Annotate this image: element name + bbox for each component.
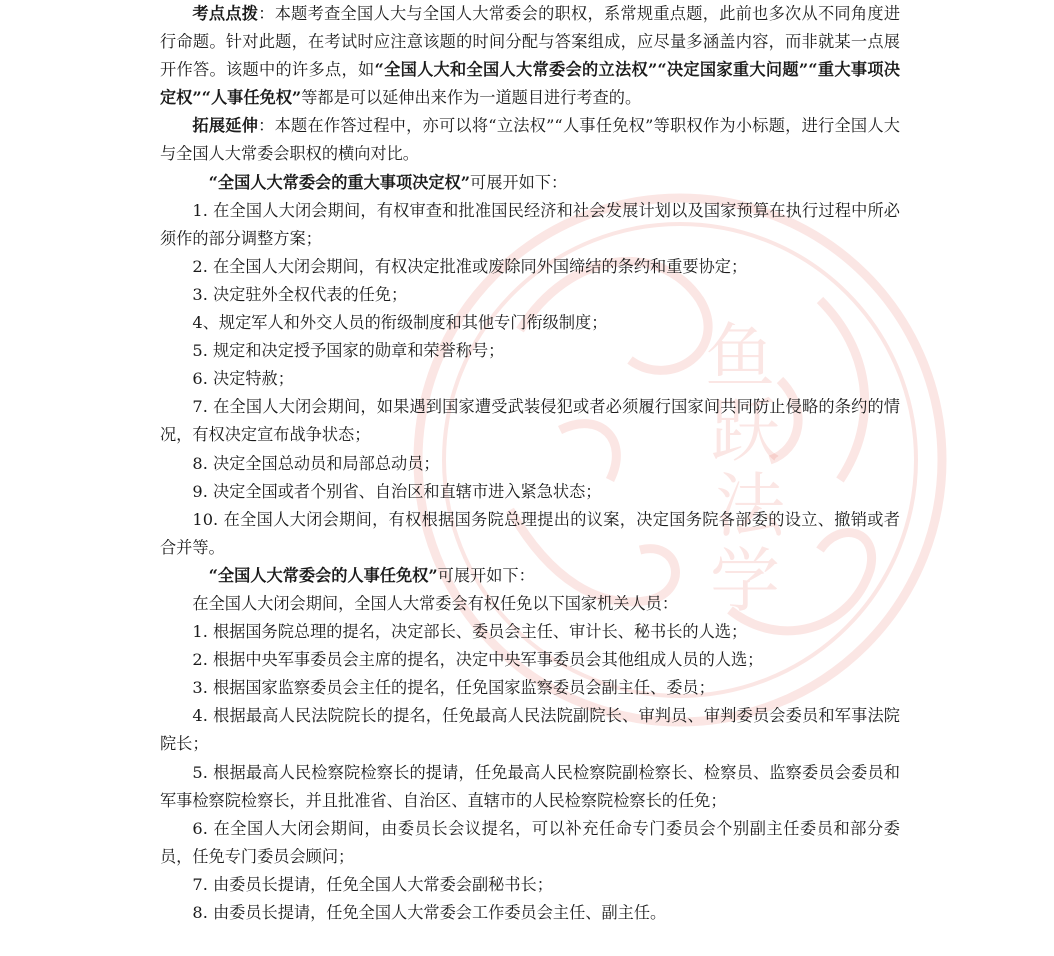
list-item: 6. 决定特赦；: [192, 369, 294, 389]
list-item: 3. 根据国家监察委员会主任的提名，任免国家监察委员会副主任、委员；: [192, 678, 715, 698]
watermark-char-1: 鱼: [705, 315, 775, 397]
document-body: [160, 0, 900, 927]
list-item: 7. 在全国人大闭会期间，如果遇到国家遭受武装侵犯或者必须履行国家间共同防止侵略的条约的情况，有权决定宣布战争状态；: [160, 397, 900, 445]
paragraph-extension: 拓展延伸：本题在作答过程中，亦可以将“立法权”“人事任免权”等职权作为小标题，进行全国人大与全国人大常委会职权的横向对比。: [160, 116, 900, 164]
appointment-power-list: [160, 618, 900, 927]
list-item: 1. 根据国务院总理的提名，决定部长、委员会主任、审计长、秘书长的人选；: [192, 622, 748, 642]
list-item: 6. 在全国人大闭会期间，由委员长会议提名，可以补充任命专门委员会个别副主任委员和部分委员，任免专门委员会顾问；: [160, 818, 900, 866]
list-item: 2. 在全国人大闭会期间，有权决定批准或废除同外国缔结的条约和重要协定；: [192, 256, 748, 276]
section-heading-decision-power: “全国人大常委会的重大事项决定权”可展开如下：: [208, 172, 568, 192]
key-points-highlight: “全国人大和全国人大常委会的立法权”“决定国家重大问题”“重大事项决定权”“人事任免权”: [160, 60, 900, 108]
list-item: 8. 决定全国总动员和局部总动员；: [192, 453, 440, 473]
list-item: 4、规定军人和外交人员的衔级制度和其他专门衔级制度；: [192, 313, 608, 333]
list-item: 2. 根据中央军事委员会主席的提名，决定中央军事委员会其他组成人员的人选；: [192, 650, 764, 670]
list-item: 5. 根据最高人民检察院检察长的提请，任免最高人民检察院副检察长、检察员、监察委员会委员和军事检察院检察长，并且批准省、自治区、直辖市的人民检察院检察长的任免；: [160, 762, 900, 810]
section-heading-appointment-power: “全国人大常委会的人事任免权”可展开如下：: [208, 565, 535, 585]
list-item: 5. 规定和决定授予国家的勋章和荣誉称号；: [192, 341, 505, 361]
extension-label: 拓展延伸: [192, 116, 259, 136]
key-points-label: 考点点拨: [192, 4, 259, 23]
list-item: 10. 在全国人大闭会期间，有权根据国务院总理提出的议案，决定国务院各部委的设立、撤销或者合并等。: [160, 509, 900, 557]
appointment-intro: 在全国人大闭会期间，全国人大常委会有权任免以下国家机关人员：: [192, 593, 679, 613]
watermark-char-2: 跃: [710, 390, 780, 472]
list-item: 9. 决定全国或者个别省、自治区和直辖市进入紧急状态；: [192, 481, 602, 501]
list-item: 7. 由委员长提请，任免全国人大常委会副秘书长；: [192, 874, 553, 894]
decision-power-list: [160, 197, 900, 562]
list-item: 8. 由委员长提请，任免全国人大常委会工作委员会主任、副主任。: [192, 903, 667, 922]
paragraph-key-points: 考点点拨：本题考查全国人大与全国人大常委会的职权，系常规重点题，此前也多次从不同角度进行命题。针对此题，在考试时应注意该题的时间分配与答案组成，应尽量多涵盖内容，而非就某一点展开作答。该题中的许多点，如“全国人大和全国人大常委会的立法权”“决定国家重大问题”“重大事项决定权”“人事任免权”等都是可以延伸出来作为一道题目进行考查的。: [160, 4, 901, 108]
list-item: 3. 决定驻外全权代表的任免；: [192, 284, 408, 304]
list-item: 1. 在全国人大闭会期间，有权审查和批准国民经济和社会发展计划以及国家预算在执行过程中所必须作的部分调整方案；: [160, 200, 900, 248]
list-item: 4. 根据最高人民法院院长的提名，任免最高人民法院副院长、审判员、审判委员会委员和军事法院院长；: [160, 706, 900, 754]
watermark-char-4: 学: [710, 540, 780, 622]
watermark-char-3: 法: [715, 465, 785, 547]
